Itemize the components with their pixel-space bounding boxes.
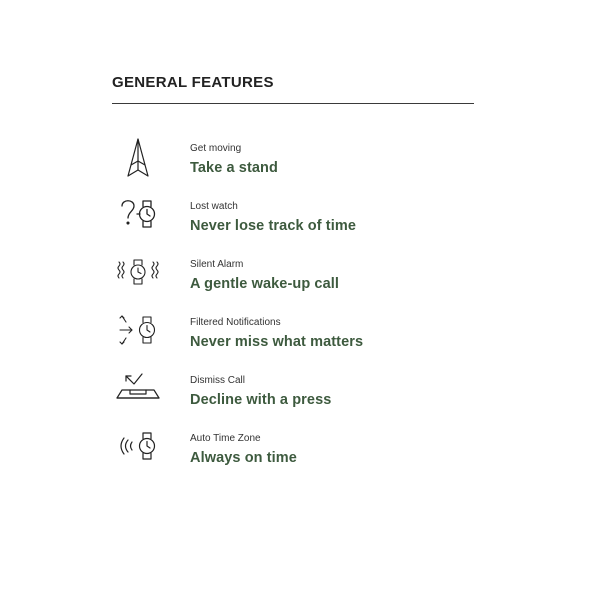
feature-item-get-moving bbox=[112, 136, 512, 194]
feature-label: Dismiss Call bbox=[190, 375, 245, 386]
section-title: GENERAL FEATURES bbox=[112, 74, 274, 91]
feature-label: Silent Alarm bbox=[190, 259, 244, 270]
notification-watch-icon bbox=[112, 310, 164, 354]
feature-label: Auto Time Zone bbox=[190, 433, 261, 444]
feature-item-lost-watch bbox=[112, 194, 512, 252]
arrow-up-icon bbox=[112, 136, 164, 180]
feature-list bbox=[112, 136, 512, 484]
feature-title: Always on time bbox=[190, 450, 297, 466]
lost-watch-icon bbox=[112, 194, 164, 238]
feature-title: Never miss what matters bbox=[190, 334, 364, 350]
signal-watch-icon bbox=[112, 426, 164, 470]
feature-title: Never lose track of time bbox=[190, 218, 356, 234]
feature-title: Decline with a press bbox=[190, 392, 332, 408]
vibrating-watch-icon bbox=[112, 252, 164, 296]
feature-item-auto-time-zone bbox=[112, 426, 512, 484]
feature-title: Take a stand bbox=[190, 160, 278, 176]
feature-label: Get moving bbox=[190, 143, 242, 154]
section-divider bbox=[112, 103, 474, 104]
feature-label: Lost watch bbox=[190, 201, 238, 212]
feature-item-dismiss-call bbox=[112, 368, 512, 426]
feature-label: Filtered Notifications bbox=[190, 317, 281, 328]
general-features-header bbox=[112, 72, 474, 104]
dismiss-call-icon bbox=[112, 368, 164, 412]
feature-title: A gentle wake-up call bbox=[190, 276, 340, 292]
feature-item-filtered-notifications bbox=[112, 310, 512, 368]
feature-item-silent-alarm bbox=[112, 252, 512, 310]
